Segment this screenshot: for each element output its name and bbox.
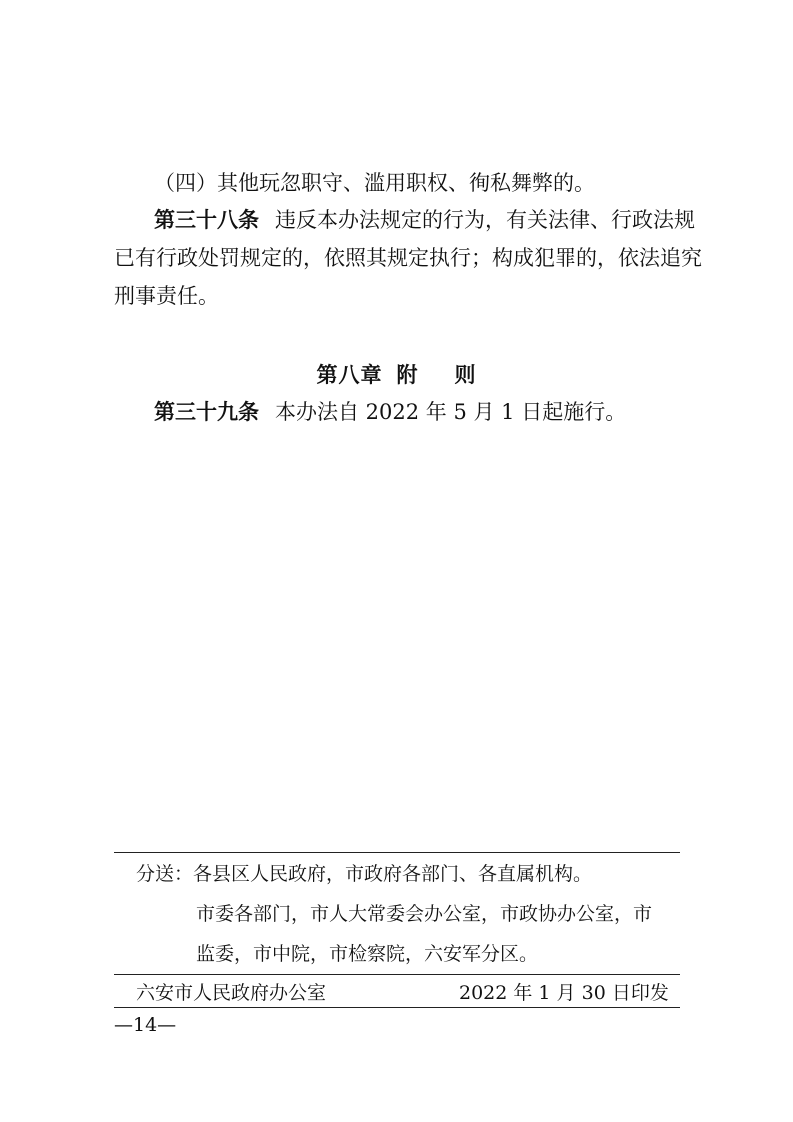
- chapter-8-title: [0, 359, 793, 389]
- article-38-line-3: 刑事责任。: [114, 284, 219, 308]
- distribution-line-2: 市委各部门，市人大常委会办公室，市政协办公室，市: [196, 903, 653, 925]
- article-38-line-1: [154, 201, 724, 239]
- footer-top-rule: [114, 852, 680, 853]
- item-4-text: （四）其他玩忽职守、滥用职权、徇私舞弊的。: [154, 171, 595, 195]
- footer-middle-rule: [114, 974, 680, 975]
- distribution-line-3: 监委，市中院，市检察院，六安军分区。: [196, 943, 539, 965]
- article-39-label: 第三十九条: [154, 400, 259, 424]
- article-39-text: 本办法自 2022 年 5 月 1 日起施行。: [275, 400, 627, 424]
- chapter-title-char-1: 附: [396, 363, 419, 387]
- chapter-number: 第八章: [316, 363, 383, 387]
- distribution-line-1: 分送：各县区人民政府，市政府各部门、各直属机构。: [136, 863, 593, 885]
- issuer: 六安市人民政府办公室: [136, 982, 327, 1004]
- footer-bottom-rule: [114, 1007, 680, 1008]
- article-38-line-2: 已有行政处罚规定的，依照其规定执行；构成犯罪的，依法追究: [114, 246, 702, 270]
- issue-date: 2022 年 1 月 30 日印发: [459, 982, 669, 1004]
- article-39: [154, 393, 724, 431]
- article-38-text-1: 违反本办法规定的行为，有关法律、行政法规: [275, 208, 695, 232]
- article-38-label: 第三十八条: [154, 208, 259, 232]
- page-number: —14—: [114, 1014, 177, 1036]
- chapter-title-char-2: 则: [454, 363, 477, 387]
